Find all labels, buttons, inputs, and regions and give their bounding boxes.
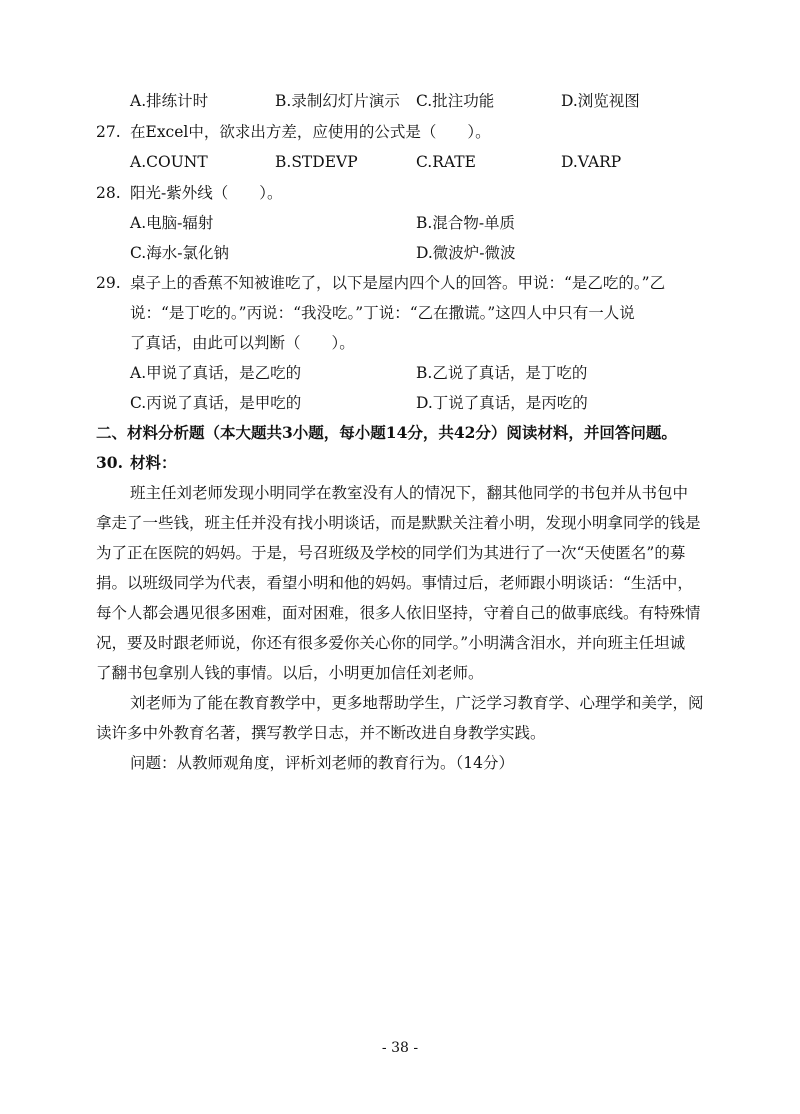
q30-para1-line: 了翻书包拿别人钱的事情。以后，小明更加信任刘老师。 <box>96 664 484 682</box>
q29-number: 29. <box>96 274 121 292</box>
q28-option-a: A.电脑-辐射 <box>130 214 214 232</box>
q27-option-a: A.COUNT <box>130 153 208 171</box>
section-2-heading: 二、材料分析题（本大题共3小题，每小题14分，共42分）阅读材料，并回答问题。 <box>96 423 677 442</box>
q28-number: 28. <box>96 184 121 202</box>
q26-option-d: D.浏览视图 <box>561 92 640 110</box>
q29-option-c: C.丙说了真话，是甲吃的 <box>130 394 302 412</box>
q30-para1-line: 为了正在医院的妈妈。于是，号召班级及学校的同学们为其进行了一次“天使匿名”的募 <box>96 544 686 562</box>
q30-number: 30. <box>96 453 123 472</box>
q30-para1-line: 捐。以班级同学为代表，看望小明和他的妈妈。事情过后，老师跟小明谈话：“生活中， <box>96 574 693 592</box>
q30-para1-line: 班主任刘老师发现小明同学在教室没有人的情况下，翻其他同学的书包并从书包中 <box>130 484 689 502</box>
q26-option-b: B.录制幻灯片演示 <box>275 92 400 110</box>
q28-stem: 阳光-紫外线（ ）。 <box>130 184 283 202</box>
q29-stem-line-2: 说：“是丁吃的。”丙说：“我没吃。”丁说：“乙在撒谎。”这四人中只有一人说 <box>130 304 635 322</box>
q27-option-b: B.STDEVP <box>275 153 358 171</box>
q27-stem: 在Excel中，欲求出方差，应使用的公式是（ ）。 <box>130 123 491 141</box>
q29-option-a: A.甲说了真话，是乙吃的 <box>130 364 302 382</box>
q29-stem-line-3: 了真话，由此可以判断（ ）。 <box>130 334 355 352</box>
q27-number: 27. <box>96 123 121 141</box>
q30-question: 问题：从教师观角度，评析刘老师的教育行为。（14分） <box>130 754 514 772</box>
q29-option-b: B.乙说了真话，是丁吃的 <box>416 364 588 382</box>
q26-option-a: A.排练计时 <box>130 92 209 110</box>
q28-option-c: C.海水-氯化钠 <box>130 244 229 262</box>
q30-material-label: 材料： <box>130 453 177 472</box>
q30-para2-line: 刘老师为了能在教育教学中，更多地帮助学生，广泛学习教育学、心理学和美学，阅 <box>130 694 704 712</box>
q29-option-d: D.丁说了真话，是丙吃的 <box>416 394 588 412</box>
q30-para2-line: 读许多中外教育名著，撰写教学日志，并不断改进自身教学实践。 <box>96 724 546 742</box>
q30-para1-line: 拿走了一些钱，班主任并没有找小明谈话，而是默默关注着小明，发现小明拿同学的钱是 <box>96 514 701 532</box>
q27-option-d: D.VARP <box>561 153 622 171</box>
q27-option-c: C.RATE <box>416 153 476 171</box>
q26-option-c: C.批注功能 <box>416 92 495 110</box>
q28-option-d: D.微波炉-微波 <box>416 244 516 262</box>
q30-para1-line: 况，要及时跟老师说，你还有很多爱你关心你的同学。”小明满含泪水，并向班主任坦诚 <box>96 634 686 652</box>
q28-option-b: B.混合物-单质 <box>416 214 516 232</box>
page-number: - 38 - <box>381 1040 419 1056</box>
q29-stem-line-1: 桌子上的香蕉不知被谁吃了，以下是屋内四个人的回答。甲说：“是乙吃的。”乙 <box>130 274 666 292</box>
q30-para1-line: 每个人都会遇见很多困难，面对困难，很多人依旧坚持，守着自己的做事底线。有特殊情 <box>96 604 701 622</box>
